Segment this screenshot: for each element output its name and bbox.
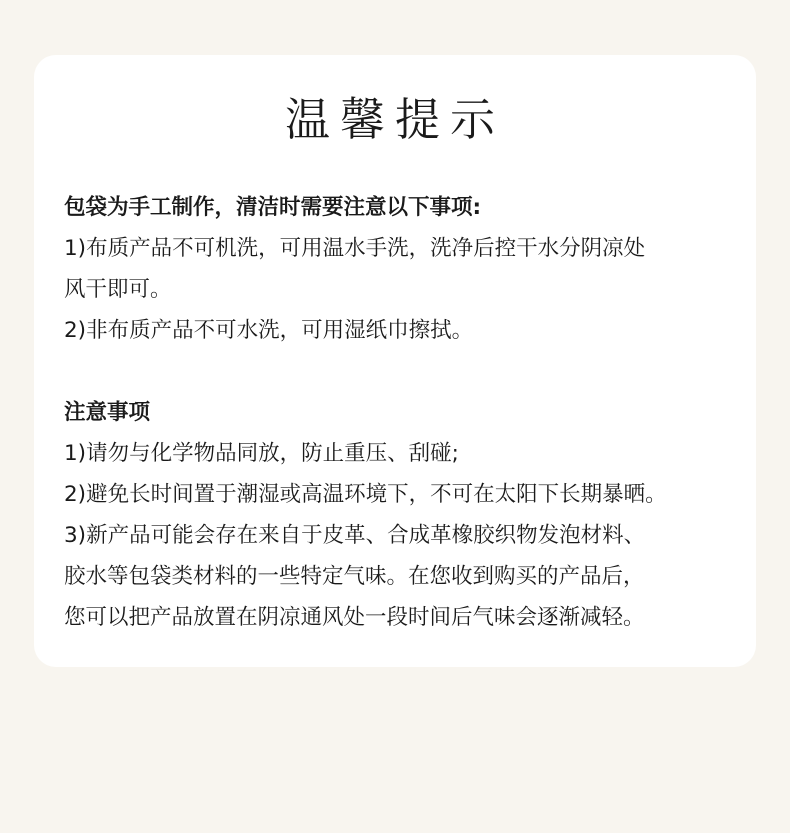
section-spacer bbox=[64, 351, 726, 392]
precaution-line-1: 1)请勿与化学物品同放，防止重压、刮碰; bbox=[64, 441, 459, 466]
precaution-line-4: 胶水等包袋类材料的一些特定气味。在您收到购买的产品后， bbox=[64, 564, 645, 589]
page-title: 温馨提示 bbox=[284, 93, 505, 146]
precaution-line-3: 3)新产品可能会存在来自于皮革、合成革橡胶织物发泡材料、 bbox=[64, 523, 646, 548]
precaution-line-2: 2)避免长时间置于潮湿或高温环境下，不可在太阳下长期暴晒。 bbox=[64, 482, 667, 507]
cleaning-line-3: 2)非布质产品不可水洗，可用湿纸巾擦拭。 bbox=[64, 318, 474, 343]
precaution-line-5: 您可以把产品放置在阴凉通风处一段时间后气味会逐渐减轻。 bbox=[64, 605, 645, 630]
notice-card bbox=[34, 55, 756, 667]
notice-content bbox=[64, 187, 726, 638]
cleaning-line-2: 风干即可。 bbox=[64, 277, 172, 302]
cleaning-heading: 包袋为手工制作，清洁时需要注意以下事项: bbox=[64, 195, 482, 220]
precautions-heading: 注意事项 bbox=[64, 400, 151, 425]
cleaning-line-1: 1)布质产品不可机洗，可用温水手洗，洗净后控干水分阴凉处 bbox=[64, 236, 646, 261]
